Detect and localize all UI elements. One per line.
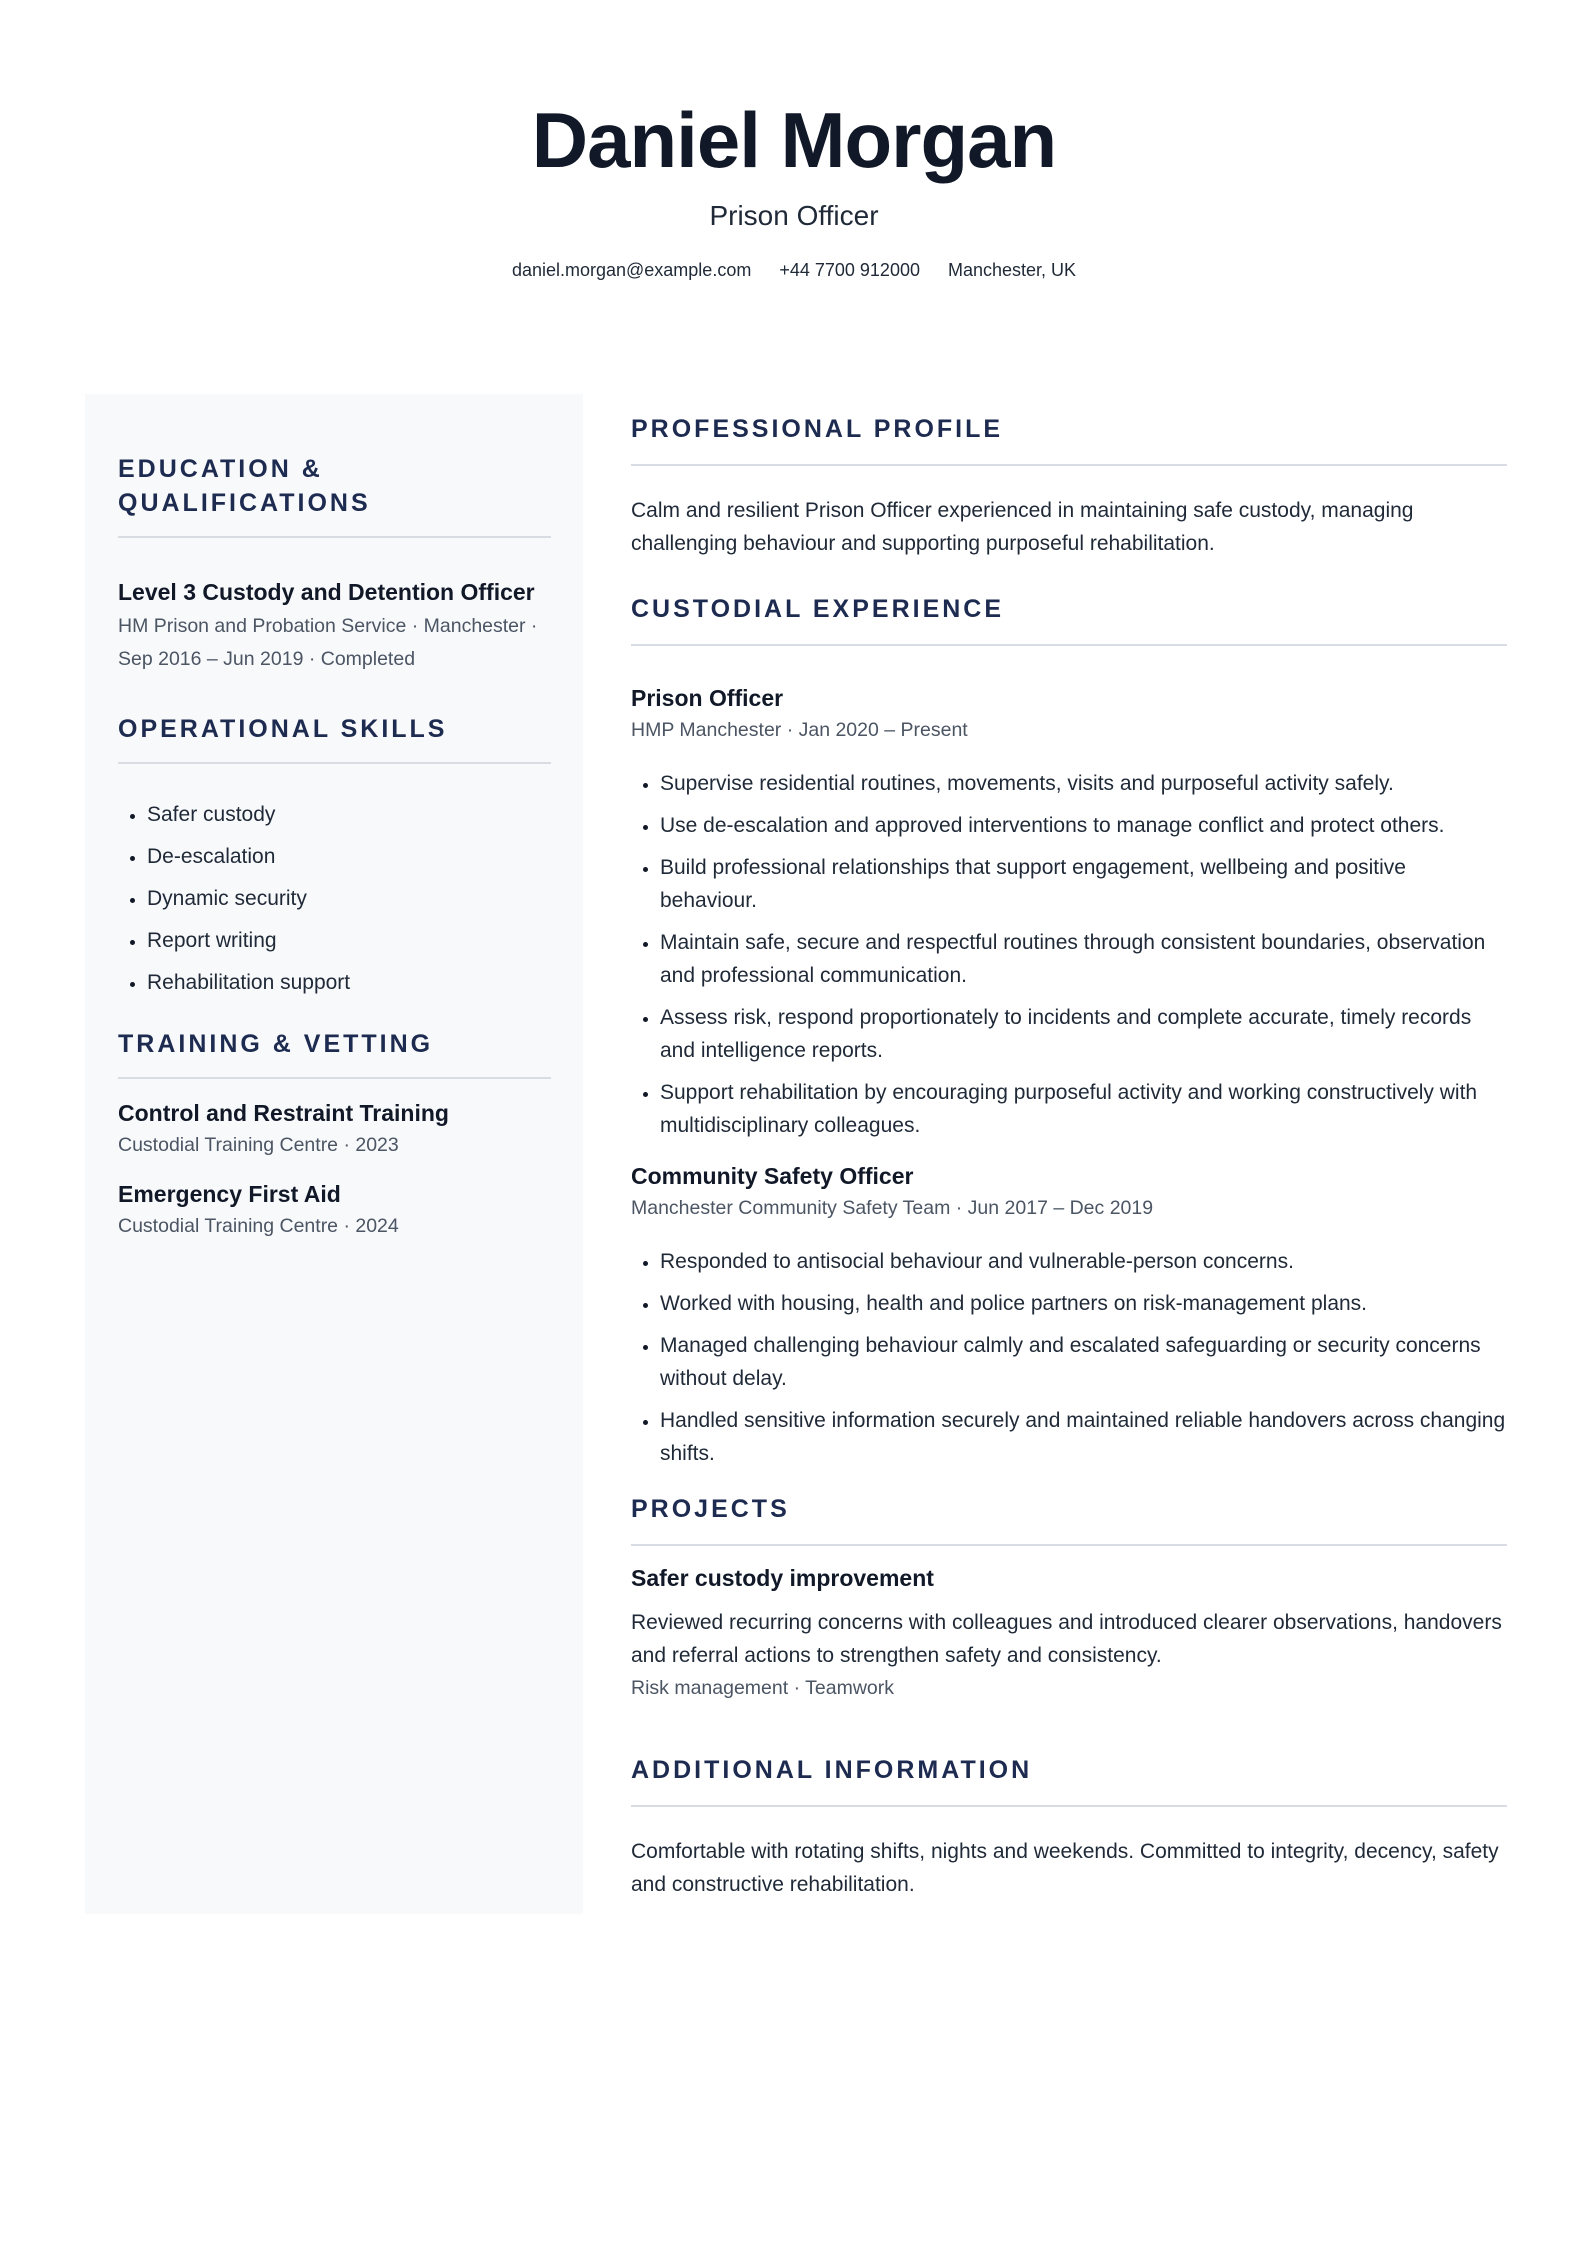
job-bullet: • Support rehabilitation by encouraging purposeful activity and working constructively with multidisciplinary colleagues. — [660, 1076, 1507, 1142]
job-bullet: • Responded to antisocial behaviour and vulnerable-person concerns. — [660, 1245, 1507, 1278]
project-text: Reviewed recurring concerns with colleagues and introduced clearer observations, handovers and referral actions to strengthen safety and consistency. — [631, 1611, 1502, 1667]
profile-text: Calm and resilient Prison Officer experienced in maintaining safe custody, managing challenging behaviour and supporting purposeful rehabilitation. — [631, 499, 1414, 555]
training-item-title: Emergency First Aid — [118, 1181, 341, 1207]
contact-phone[interactable]: +44 7700 912000 — [779, 260, 920, 280]
job-title: Prison Officer — [631, 685, 784, 711]
skill-item: • De-escalation — [147, 840, 551, 873]
section-divider — [118, 1077, 551, 1079]
training-item — [118, 1178, 551, 1243]
resume-header — [0, 92, 1588, 281]
section-divider — [631, 1805, 1507, 1807]
training-item-meta: Custodial Training Centre · 2024 — [118, 1215, 399, 1237]
education-title: EDUCATION & QUALIFICATIONS — [118, 455, 371, 517]
training-section — [118, 1027, 551, 1243]
project-tags: Risk management · Teamwork — [631, 1677, 894, 1699]
job-bullet: • Handled sensitive information securely and maintained reliable handovers across changing shifts. — [660, 1404, 1507, 1470]
job-meta: Manchester Community Safety Team · Jun 2017 – Dec 2019 — [631, 1197, 1154, 1219]
section-divider — [118, 536, 551, 538]
section-divider — [631, 644, 1507, 646]
job-meta: HMP Manchester · Jan 2020 – Present — [631, 719, 968, 741]
job-bullets — [631, 1245, 1507, 1470]
skill-item: • Safer custody — [147, 798, 551, 831]
candidate-role: Prison Officer — [709, 200, 879, 231]
job-title: Community Safety Officer — [631, 1163, 914, 1189]
job-bullets — [631, 767, 1507, 1142]
main-column — [631, 412, 1507, 1901]
profile-title: PROFESSIONAL PROFILE — [631, 415, 1004, 443]
education-item-meta: HM Prison and Probation Service · Manchester · Sep 2016 – Jun 2019 · Completed — [118, 615, 538, 670]
job-bullet: • Assess risk, respond proportionately to incidents and complete accurate, timely records and intelligence reports. — [660, 1001, 1507, 1067]
job-bullet: • Managed challenging behaviour calmly and escalated safeguarding or security concerns without delay. — [660, 1329, 1507, 1395]
job-bullet: • Supervise residential routines, movements, visits and purposeful activity safely. — [660, 767, 1507, 800]
training-title: TRAINING & VETTING — [118, 1030, 434, 1058]
education-item — [118, 576, 551, 676]
training-item-title: Control and Restraint Training — [118, 1100, 449, 1126]
additional-text: Comfortable with rotating shifts, nights and weekends. Committed to integrity, decency, safety and constructive rehabilitation. — [631, 1840, 1499, 1896]
skill-item: • Rehabilitation support — [147, 966, 551, 999]
skills-list — [118, 798, 551, 999]
project-title: Safer custody improvement — [631, 1565, 934, 1591]
job-bullet: • Use de-escalation and approved interventions to manage conflict and protect others. — [660, 809, 1507, 842]
section-divider — [631, 1544, 1507, 1546]
project-entry — [631, 1562, 1507, 1705]
contact-email[interactable]: daniel.morgan@example.com — [511, 260, 752, 280]
experience-section — [631, 592, 1507, 1470]
projects-section — [631, 1492, 1507, 1705]
contact-line — [0, 260, 1588, 281]
section-divider — [631, 464, 1507, 466]
profile-section — [631, 412, 1507, 560]
candidate-name: Daniel Morgan — [531, 96, 1057, 184]
skills-section — [118, 712, 551, 999]
job-bullet: • Maintain safe, secure and respectful routines through consistent boundaries, observation and professional communication. — [660, 926, 1507, 992]
skill-item: • Report writing — [147, 924, 551, 957]
job-entry — [631, 682, 1507, 1142]
job-bullet: • Build professional relationships that support engagement, wellbeing and positive behaviour. — [660, 851, 1507, 917]
training-item-meta: Custodial Training Centre · 2023 — [118, 1134, 399, 1156]
job-bullet: • Worked with housing, health and police partners on risk-management plans. — [660, 1287, 1507, 1320]
experience-title: CUSTODIAL EXPERIENCE — [631, 595, 1005, 623]
contact-location: Manchester, UK — [947, 260, 1077, 280]
education-item-title: Level 3 Custody and Detention Officer — [118, 579, 535, 605]
sidebar — [85, 394, 583, 1914]
additional-title: ADDITIONAL INFORMATION — [631, 1756, 1033, 1784]
projects-title: PROJECTS — [631, 1495, 790, 1523]
education-section — [118, 452, 551, 676]
additional-section — [631, 1753, 1507, 1901]
section-divider — [118, 762, 551, 764]
training-item — [118, 1097, 551, 1162]
job-entry — [631, 1160, 1507, 1470]
skill-item: • Dynamic security — [147, 882, 551, 915]
skills-title: OPERATIONAL SKILLS — [118, 715, 448, 743]
